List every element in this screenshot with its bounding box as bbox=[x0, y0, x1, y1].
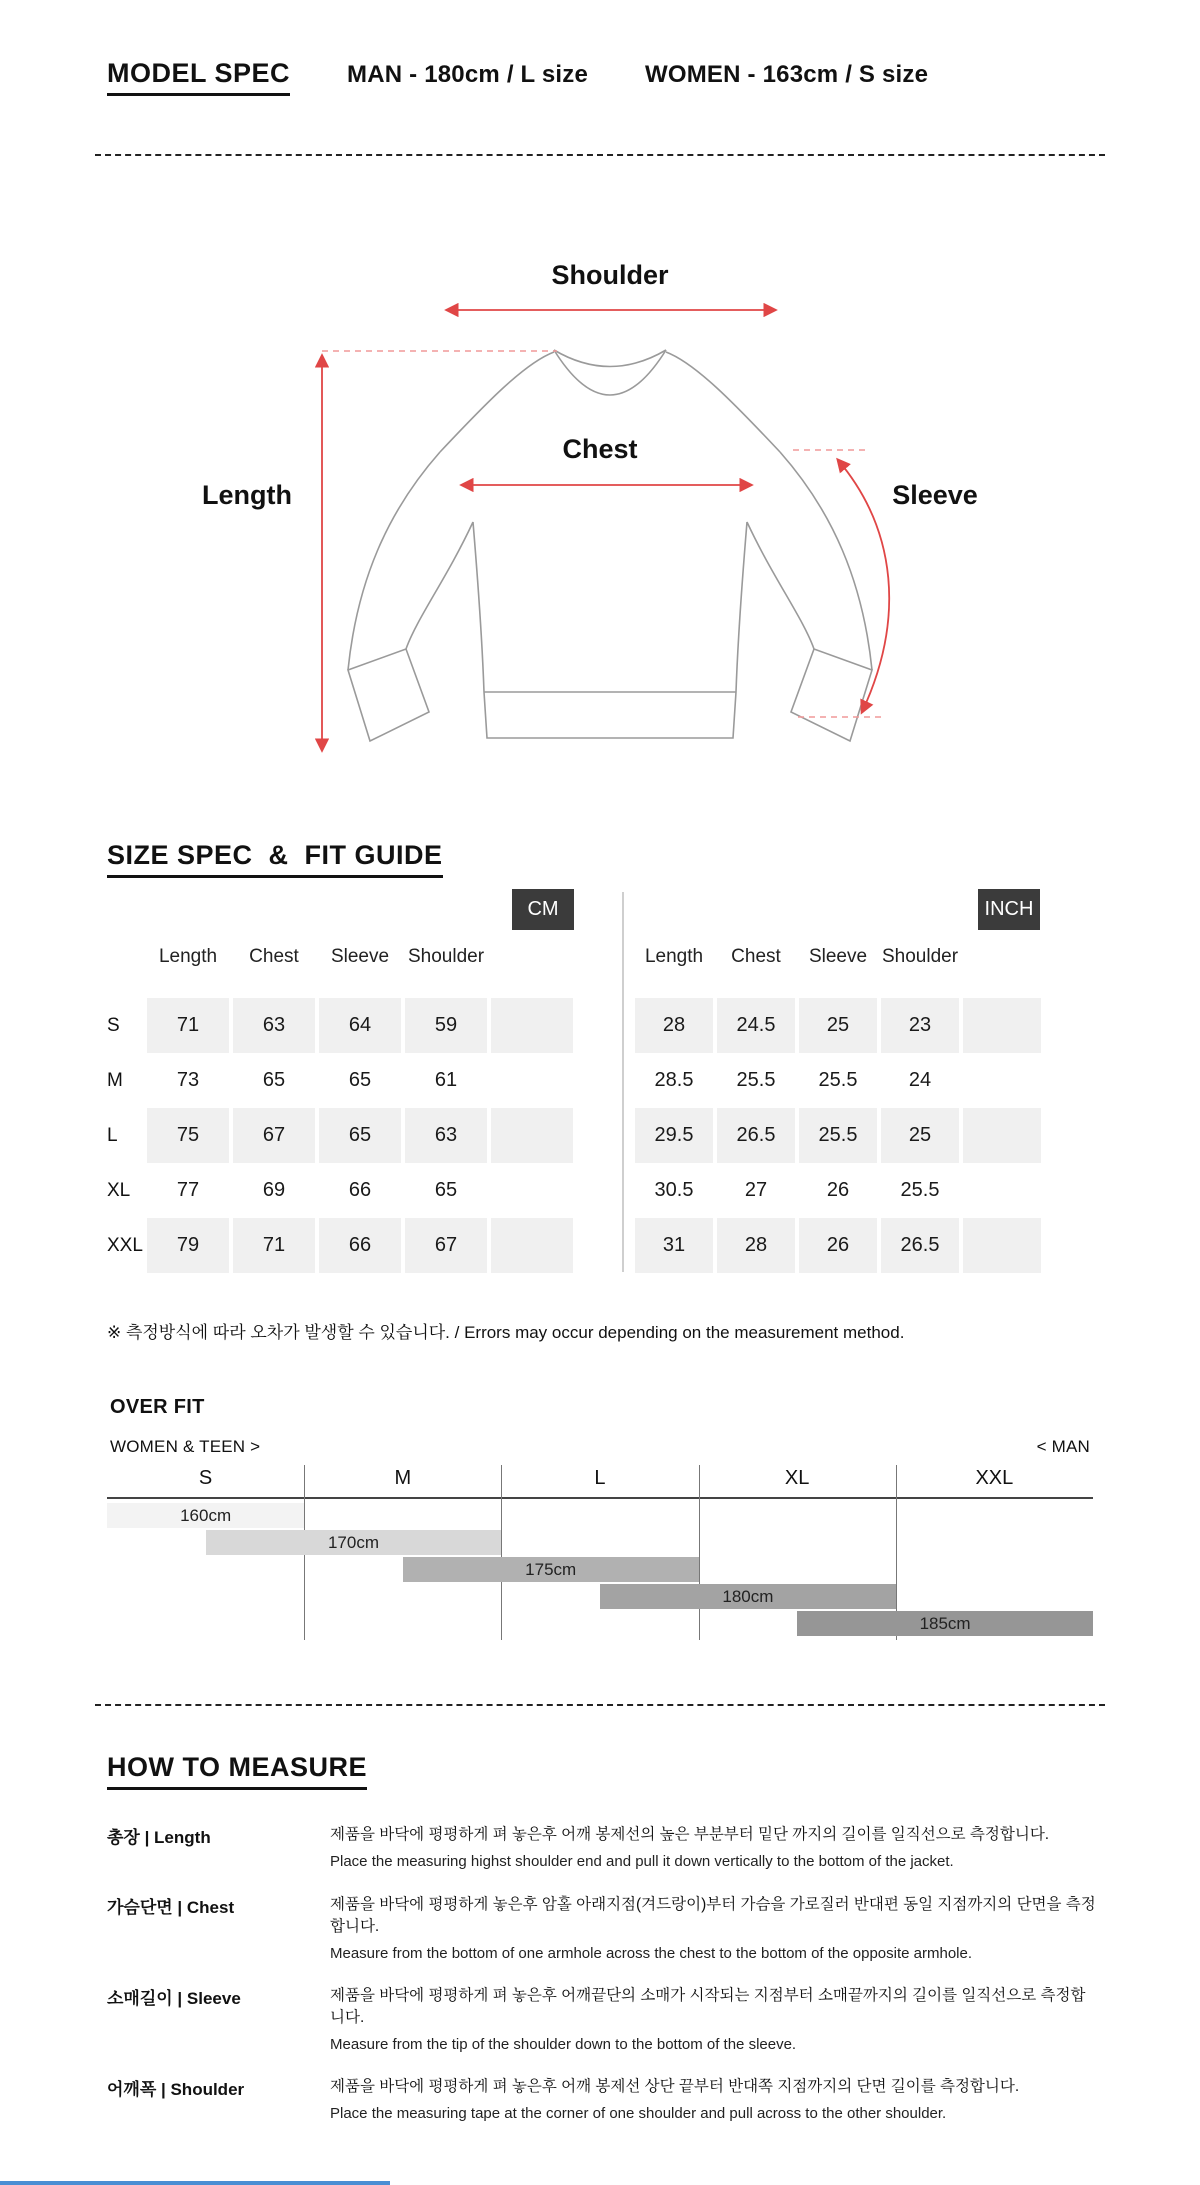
bottom-blue-line bbox=[0, 2181, 390, 2185]
column-header: Shoulder bbox=[881, 946, 959, 967]
size-value-cell: 75 bbox=[147, 1108, 229, 1163]
size-value-cell: 27 bbox=[744, 1179, 768, 1201]
size-value-cell: 63 bbox=[233, 998, 315, 1053]
size-value-cell: 65 bbox=[319, 1108, 401, 1163]
diagram-shoulder-label: Shoulder bbox=[551, 260, 669, 290]
sweatshirt-outline bbox=[348, 350, 872, 741]
size-value-cell bbox=[963, 1163, 1041, 1218]
overfit-man-label: < MAN bbox=[1036, 1437, 1090, 1456]
size-value-cell: 59 bbox=[405, 998, 487, 1053]
size-value-cell: 24.5 bbox=[717, 998, 795, 1053]
measure-label: 어깨폭 | Shoulder bbox=[107, 2080, 245, 2099]
size-value-cell: 71 bbox=[233, 1218, 315, 1273]
size-value-cell: 77 bbox=[176, 1179, 200, 1201]
sleeve-arrow bbox=[838, 460, 889, 712]
size-value-cell: 23 bbox=[881, 998, 959, 1053]
inch-column-headers bbox=[635, 946, 963, 968]
size-value-cell: 67 bbox=[405, 1218, 487, 1273]
fit-bar-160cm: 160cm bbox=[107, 1503, 304, 1528]
fit-chart-header-line bbox=[107, 1497, 1093, 1499]
size-value-cell bbox=[491, 1053, 573, 1108]
size-value-cell: 26 bbox=[799, 1218, 877, 1273]
size-value-cell: 25.5 bbox=[818, 1069, 858, 1091]
fit-size-L: L bbox=[594, 1467, 606, 1489]
size-value-cell: 67 bbox=[233, 1108, 315, 1163]
size-label: XL bbox=[107, 1179, 131, 1201]
inch-unit-badge: INCH bbox=[978, 889, 1040, 930]
measure-desc-korean: 제품을 바닥에 평평하게 놓은후 암홀 아래지점(겨드랑이)부터 가슴을 가로질러 반대편 동일 지점까지의 단면을 측정합니다. bbox=[330, 1896, 1096, 1935]
measure-desc-english: Measure from the bottom of one armhole across the chest to the bottom of the opposite armhole. bbox=[330, 1945, 973, 1962]
measure-row bbox=[107, 1983, 1097, 2053]
size-value-cell: 66 bbox=[348, 1179, 372, 1201]
fit-size-S: S bbox=[198, 1467, 213, 1489]
measure-desc-english: Place the measuring highst shoulder end and pull it down vertically to the bottom of the jacket. bbox=[330, 1853, 954, 1870]
fit-bar-175cm: 175cm bbox=[403, 1557, 699, 1582]
size-row-S bbox=[107, 998, 577, 1053]
column-header: Sleeve bbox=[808, 946, 868, 967]
size-row-L bbox=[635, 1108, 1045, 1163]
size-value-cell: 31 bbox=[635, 1218, 713, 1273]
size-label: L bbox=[107, 1124, 118, 1146]
size-value-cell: 28 bbox=[717, 1218, 795, 1273]
column-header: Chest bbox=[249, 946, 299, 967]
size-row-L bbox=[107, 1108, 577, 1163]
fit-chart-gridline bbox=[699, 1465, 700, 1640]
size-value-cell: 29.5 bbox=[635, 1108, 713, 1163]
size-value-cell bbox=[491, 998, 573, 1053]
size-value-cell bbox=[963, 998, 1041, 1053]
measure-desc-korean: 제품을 바닥에 평평하게 펴 놓은후 어깨끝단의 소매가 시작되는 지점부터 소매끝까지의 길이를 일직선으로 측정합니다. bbox=[330, 1987, 1086, 2026]
fit-chart-gridline bbox=[501, 1465, 502, 1640]
size-row-S bbox=[635, 998, 1045, 1053]
size-value-cell: 26.5 bbox=[881, 1218, 959, 1273]
column-header: Length bbox=[158, 946, 218, 967]
overfit-title: OVER FIT bbox=[110, 1396, 205, 1418]
dashed-divider-bottom bbox=[95, 1704, 1105, 1706]
measure-label: 총장 | Length bbox=[107, 1828, 211, 1847]
inch-size-table bbox=[635, 998, 1045, 1273]
size-value-cell: 28 bbox=[635, 998, 713, 1053]
measure-label: 소매길이 | Sleeve bbox=[107, 1989, 241, 2008]
size-value-cell bbox=[963, 1218, 1041, 1273]
size-row-XXL bbox=[635, 1218, 1045, 1273]
measure-label: 가슴단면 | Chest bbox=[107, 1898, 235, 1917]
measure-desc-korean: 제품을 바닥에 평평하게 펴 놓은후 어깨 봉제선의 높은 부분부터 밑단 까지의 길이를 일직선으로 측정합니다. bbox=[330, 1826, 1050, 1843]
size-row-XL bbox=[107, 1163, 577, 1218]
size-value-cell: 65 bbox=[262, 1069, 286, 1091]
measure-row bbox=[107, 1822, 1097, 1871]
diagram-chest-label: Chest bbox=[562, 434, 638, 464]
diagram-length-label: Length bbox=[202, 480, 292, 510]
model-spec-man: MAN - 180cm / L size bbox=[347, 61, 589, 88]
measure-desc-korean: 제품을 바닥에 평평하게 펴 놓은후 어깨 봉제선 상단 끝부터 반대쪽 지점까지의 단면 길이를 측정합니다. bbox=[330, 2078, 1020, 2095]
size-row-XXL bbox=[107, 1218, 577, 1273]
size-value-cell: 65 bbox=[348, 1069, 372, 1091]
fit-size-XL: XL bbox=[784, 1467, 810, 1489]
model-spec-header bbox=[107, 58, 928, 96]
size-value-cell: 25.5 bbox=[799, 1108, 877, 1163]
size-row-XL bbox=[635, 1163, 1045, 1218]
fit-bar-185cm: 185cm bbox=[797, 1611, 1093, 1636]
size-spec-title: SIZE SPEC & FIT GUIDE bbox=[107, 840, 443, 878]
size-label: M bbox=[107, 1069, 123, 1091]
diagram-sleeve-label: Sleeve bbox=[892, 480, 978, 510]
size-value-cell: 26.5 bbox=[717, 1108, 795, 1163]
size-value-cell bbox=[491, 1163, 573, 1218]
size-value-cell: 24 bbox=[908, 1069, 932, 1091]
measurement-note: ※ 측정방식에 따라 오차가 발생할 수 있습니다. / Errors may occur depending on the measurement method. bbox=[107, 1323, 905, 1342]
fit-bar-180cm: 180cm bbox=[600, 1584, 896, 1609]
size-value-cell: 25.5 bbox=[900, 1179, 940, 1201]
dashed-guides bbox=[322, 351, 883, 717]
measure-desc-english: Measure from the tip of the shoulder down to the bottom of the sleeve. bbox=[330, 2036, 797, 2053]
size-value-cell: 61 bbox=[434, 1069, 458, 1091]
size-value-cell: 28.5 bbox=[654, 1069, 694, 1091]
size-value-cell: 25 bbox=[799, 998, 877, 1053]
size-value-cell: 79 bbox=[147, 1218, 229, 1273]
fit-bar-170cm: 170cm bbox=[206, 1530, 502, 1555]
fit-guide-chart bbox=[107, 1463, 1093, 1640]
size-label: S bbox=[107, 1014, 120, 1036]
size-value-cell: 30.5 bbox=[654, 1179, 694, 1201]
model-spec-women: WOMEN - 163cm / S size bbox=[645, 61, 929, 88]
fit-size-header-row bbox=[107, 1463, 1093, 1496]
column-header: Chest bbox=[731, 946, 781, 967]
size-value-cell bbox=[963, 1108, 1041, 1163]
size-row-M bbox=[107, 1053, 577, 1108]
measure-arrows bbox=[322, 310, 889, 750]
fit-size-XXL: XXL bbox=[975, 1467, 1014, 1489]
table-divider-line bbox=[622, 892, 624, 1272]
column-header: Sleeve bbox=[330, 946, 390, 967]
size-value-cell bbox=[963, 1053, 1041, 1108]
size-value-cell: 71 bbox=[147, 998, 229, 1053]
measure-description bbox=[330, 2074, 1097, 2123]
cm-column-headers bbox=[147, 946, 491, 968]
measure-desc-english: Place the measuring tape at the corner of one shoulder and pull across to the other shoulder. bbox=[330, 2105, 947, 2122]
measure-row bbox=[107, 1892, 1097, 1962]
cm-unit-badge: CM bbox=[512, 889, 574, 930]
size-row-M bbox=[635, 1053, 1045, 1108]
size-label: XXL bbox=[107, 1234, 143, 1256]
overfit-women-label: WOMEN & TEEN > bbox=[110, 1437, 261, 1456]
size-value-cell: 26 bbox=[826, 1179, 850, 1201]
size-value-cell: 66 bbox=[319, 1218, 401, 1273]
size-value-cell bbox=[491, 1218, 573, 1273]
column-header: Shoulder bbox=[407, 946, 485, 967]
size-value-cell: 73 bbox=[176, 1069, 200, 1091]
how-to-measure-title: HOW TO MEASURE bbox=[107, 1752, 367, 1790]
model-spec-title: MODEL SPEC bbox=[107, 58, 290, 96]
size-value-cell: 64 bbox=[319, 998, 401, 1053]
measure-description bbox=[330, 1892, 1097, 1962]
size-value-cell: 25 bbox=[881, 1108, 959, 1163]
size-value-cell: 63 bbox=[405, 1108, 487, 1163]
fit-size-M: M bbox=[394, 1467, 412, 1489]
size-value-cell bbox=[491, 1108, 573, 1163]
measure-row bbox=[107, 2074, 1097, 2123]
size-value-cell: 25.5 bbox=[736, 1069, 776, 1091]
column-header: Length bbox=[644, 946, 704, 967]
how-to-measure-list bbox=[107, 1822, 1097, 2144]
dashed-divider-top bbox=[95, 154, 1105, 156]
garment-measure-diagram bbox=[105, 200, 1095, 790]
cm-size-table bbox=[107, 998, 577, 1273]
measure-description bbox=[330, 1983, 1097, 2053]
measure-description bbox=[330, 1822, 1097, 1871]
size-value-cell: 69 bbox=[262, 1179, 286, 1201]
size-value-cell: 65 bbox=[434, 1179, 458, 1201]
